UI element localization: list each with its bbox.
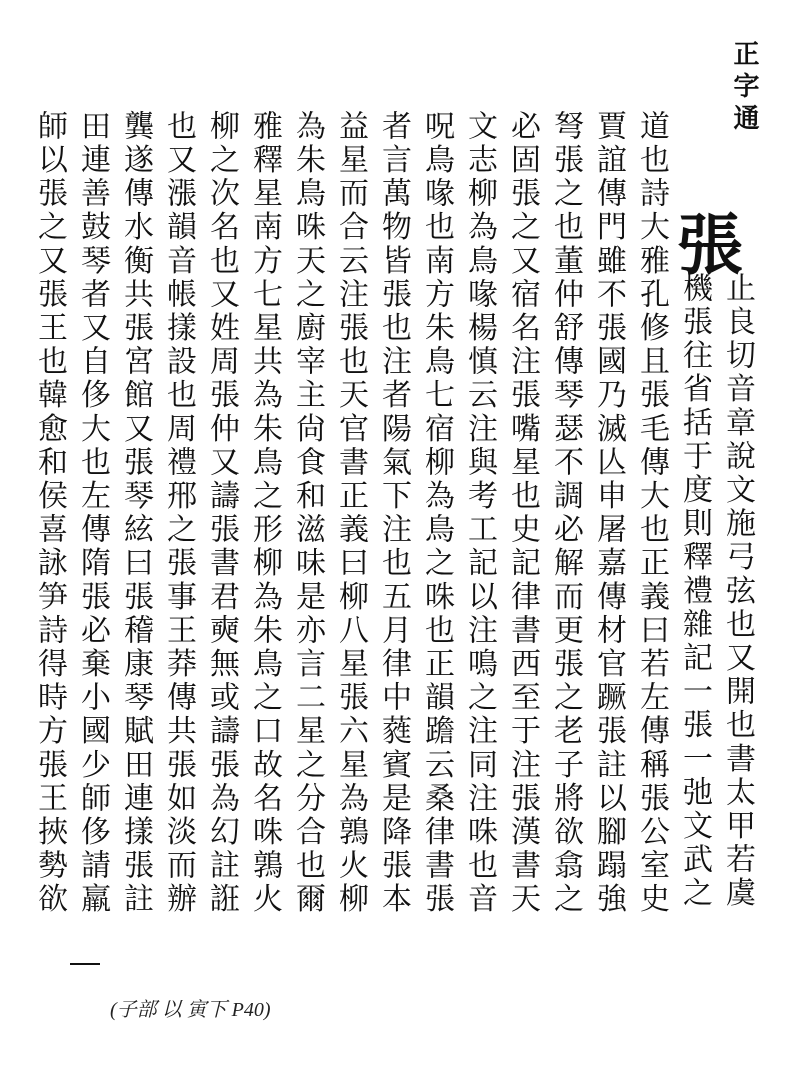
text-column: 柳之次名也又姓周張仲又譸張書君奭無或譸張為幻註誑 [204,110,239,917]
text-column: 文志柳為鳥喙楊慎云注與考工記以注鳴之注同注咮也音 [462,110,497,917]
text-column: 益星而合云注張也天官書正義曰柳八星張六星為鶉火柳 [333,110,368,917]
text-column: 弩張之也董仲舒傳琴瑟不調必解而更張之老子將欲翕之 [548,110,583,917]
end-rule [70,963,100,965]
text-column: 龔遂傳水衡共張宮館又張琴絃曰張稽康琴賦田連㨾張註 [118,110,153,917]
text-column: 師以張之又張王也韓愈和侯喜詠笋詩得時方張王挾勢欲 [32,110,67,917]
text-column: 田連善鼓琴者又自侈大也左傳隋張必棄小國少師侈請羸 [75,110,110,917]
footnote: (子部 以 寅下 P40) [110,999,271,1021]
text-column: 也又漲韻音帳㨾設也周禮郉之張事王莽傳共張如淡而辦 [161,110,196,917]
text-column: 賈誼傳門雖不張國乃滅亾申屠嘉傳材官蹶張註以腳蹋強 [591,110,626,917]
text-column: 機張往省括于度則釋禮雜記一張一弛文武之 [677,272,712,911]
text-column: 必固張之又宿名注張嘴星也史記律書西至于注張漢書天 [505,110,540,917]
text-column: 者言萬物皆張也注者陽氣下注也五月律中蕤賓是降張本 [376,110,411,917]
text-column: 道也詩大雅孔修且張毛傳大也正義曰若左傳稱張公室史 [634,110,669,917]
headword: 張 [677,206,743,284]
header: 正字通 [729,40,759,136]
text-column: 為朱鳥咮天之廚宰主尙食和滋味是亦言二星之分合也爾 [290,110,325,917]
text-column: 止良切音章說文施弓弦也又開也書太甲若虞 [720,272,755,911]
text-column: 雅釋星南方七星共為朱鳥之形柳為朱鳥之口故名咮鶉火 [247,110,282,917]
text-column: 呪鳥喙也南方朱鳥七宿柳為鳥之咮也正韻䠨云桑律書張 [419,110,454,917]
